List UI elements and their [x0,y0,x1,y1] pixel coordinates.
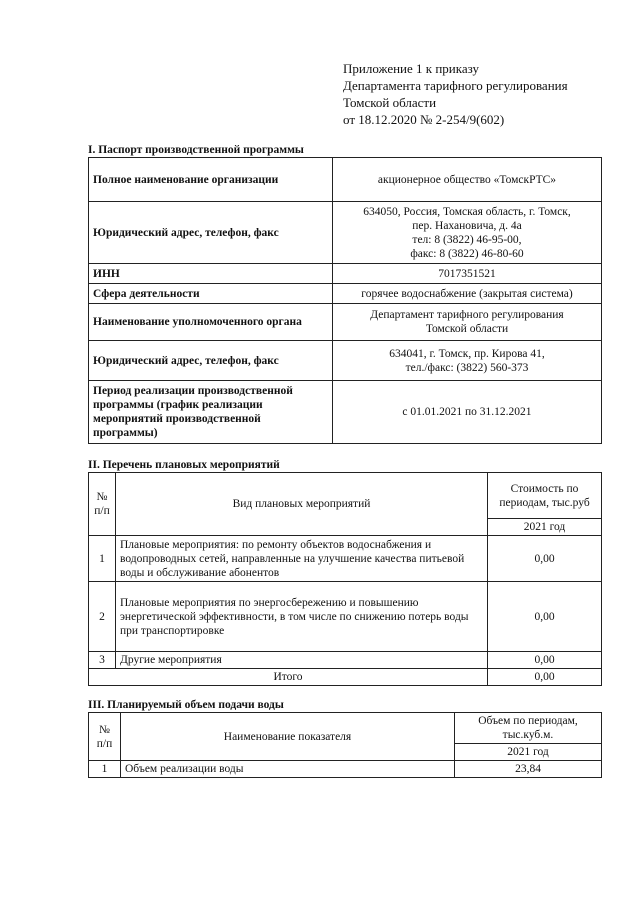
passport-table [88,157,602,444]
document-header [343,60,568,128]
passport-value: 7017351521 [333,264,602,284]
passport-key: Юридический адрес, телефон, факс [89,202,333,264]
passport-key: Полное наименование организации [89,158,333,202]
passport-key: Юридический адрес, телефон, факс [89,341,333,381]
col-header-num: № п/п [89,713,121,761]
col-header-name: Наименование показателя [121,713,455,761]
row-name: Другие мероприятия [116,652,488,669]
passport-value: 634050, Россия, Томская область, г. Томск, пер. Нахановича, д. 4а тел: 8 (3822) 46-95-00, факс: 8 (3822) 46-80-60 [333,202,602,264]
table-row [89,669,602,686]
passport-value: горячее водоснабжение (закрытая система) [333,284,602,304]
header-line: Приложение 1 к приказу [343,61,480,76]
col-header-year: 2021 год [455,744,602,761]
row-num: 1 [89,761,121,778]
measures-table [88,472,602,686]
table-row [89,536,602,582]
table-row [89,381,602,444]
table-row [89,304,602,341]
table-row [89,652,602,669]
table-row [89,761,602,778]
total-value: 0,00 [488,669,602,686]
row-cost: 0,00 [488,536,602,582]
total-label: Итого [89,669,488,686]
row-name: Плановые мероприятия по энергосбережению и повышению энергетической эффективности, в том числе по снижению потерь воды при транспортировке [116,582,488,652]
row-name: Объем реализации воды [121,761,455,778]
col-header-cost: Стоимость по периодам, тыс.руб [488,473,602,519]
passport-key: ИНН [89,264,333,284]
passport-value: с 01.01.2021 по 31.12.2021 [333,381,602,444]
table-row [89,264,602,284]
row-value: 23,84 [455,761,602,778]
row-num: 1 [89,536,116,582]
table-row [89,284,602,304]
passport-value: акционерное общество «ТомскРТС» [333,158,602,202]
row-num: 3 [89,652,116,669]
table-row [89,473,602,519]
col-header-num: № п/п [89,473,116,536]
passport-value: Департамент тарифного регулирования Томской области [333,304,602,341]
table-row [89,582,602,652]
header-line: Томской области [343,95,437,110]
section-2-title: II. Перечень плановых мероприятий [88,459,280,471]
volume-table [88,712,602,778]
section-1-title: I. Паспорт производственной программы [88,144,304,156]
row-cost: 0,00 [488,652,602,669]
passport-key: Сфера деятельности [89,284,333,304]
passport-key: Наименование уполномоченного органа [89,304,333,341]
header-line: от 18.12.2020 № 2-254/9(602) [343,112,505,127]
col-header-year: 2021 год [488,519,602,536]
row-num: 2 [89,582,116,652]
passport-key: Период реализации производственной программы (график реализации мероприятий производственной программы) [89,381,333,444]
table-row [89,341,602,381]
row-name: Плановые мероприятия: по ремонту объектов водоснабжения и водопроводных сетей, направленные на улучшение качества питьевой воды и обслуживание абонентов [116,536,488,582]
section-3-title: III. Планируемый объем подачи воды [88,699,284,711]
table-row [89,713,602,744]
col-header-volume: Объем по периодам, тыс.куб.м. [455,713,602,744]
row-cost: 0,00 [488,582,602,652]
header-line: Департамента тарифного регулирования [343,78,568,93]
col-header-name: Вид плановых мероприятий [116,473,488,536]
table-row [89,158,602,202]
table-row [89,202,602,264]
passport-value: 634041, г. Томск, пр. Кирова 41, тел./факс: (3822) 560-373 [333,341,602,381]
